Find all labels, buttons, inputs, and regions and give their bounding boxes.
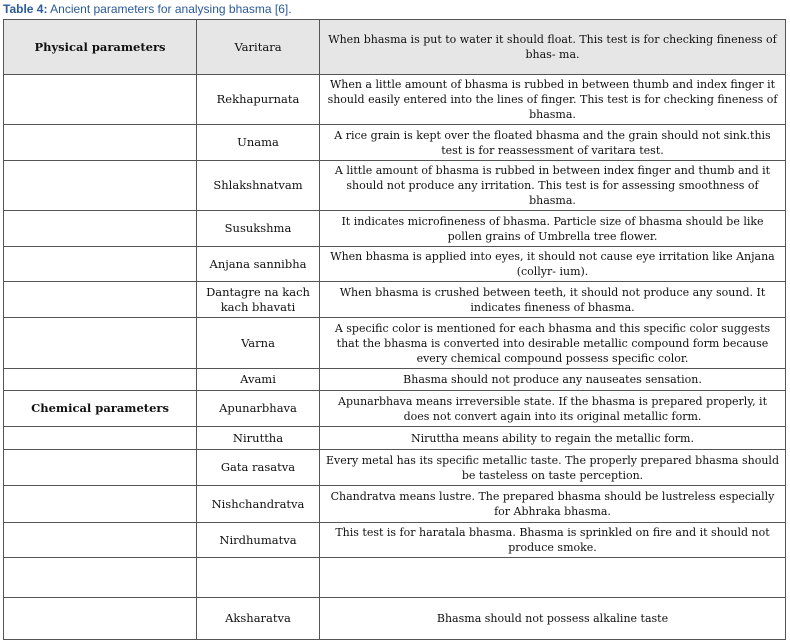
parameter-description: A specific color is mentioned for each bhasma and this specific color suggests that the bhasma is converted into desirable metallic compound form because every chemical compound possess specific color.: [320, 318, 786, 369]
table-row: [4, 125, 786, 161]
parameter-description: Every metal has its specific metallic taste. The properly prepared bhasma should be tasteless on taste perception.: [320, 450, 786, 486]
parameter-name: Varna: [197, 318, 320, 369]
table-row: [4, 558, 786, 598]
parameter-description: Bhasma should not possess alkaline taste: [320, 598, 786, 640]
table-row: [4, 75, 786, 125]
group-chemical: Chemical parameters: [4, 391, 197, 427]
parameter-name: Shlakshnatvam: [197, 161, 320, 211]
table-row: [4, 369, 786, 391]
table-row: [4, 486, 786, 523]
parameter-name: Susukshma: [197, 211, 320, 247]
table-row: [4, 523, 786, 558]
parameter-name: Aksharatva: [197, 598, 320, 640]
bhasma-parameters-table: [3, 19, 786, 640]
parameter-name: Rekhapurnata: [197, 75, 320, 125]
parameter-description: This test is for haratala bhasma. Bhasma is sprinkled on fire and it should not produce smoke.: [320, 523, 786, 558]
caption-label: Table 4:: [3, 2, 48, 16]
group-physical: Physical parameters: [4, 20, 197, 75]
parameter-name: Avami: [197, 369, 320, 391]
parameter-description: Niruttha means ability to regain the metallic form.: [320, 427, 786, 450]
parameter-name: Apunarbhava: [197, 391, 320, 427]
parameter-description: A rice grain is kept over the floated bhasma and the grain should not sink.this test is for reassessment of varitara test.: [320, 125, 786, 161]
caption-text: Ancient parameters for analysing bhasma [6].: [50, 2, 292, 16]
table-row: [4, 318, 786, 369]
parameter-description: A little amount of bhasma is rubbed in between index finger and thumb and it should not produce any irritation. This test is for assessing smoothness of bhasma.: [320, 161, 786, 211]
parameter-description: When bhasma is applied into eyes, it should not cause eye irritation like Anjana (collyr- ium).: [320, 247, 786, 282]
table-row: [4, 598, 786, 640]
parameter-name: [197, 558, 320, 598]
table-row: [4, 211, 786, 247]
parameter-name: Varitara: [197, 20, 320, 75]
parameter-name: Unama: [197, 125, 320, 161]
table-row: [4, 161, 786, 211]
parameter-description: When bhasma is crushed between teeth, it should not produce any sound. It indicates fineness of bhasma.: [320, 282, 786, 318]
parameter-description: Bhasma should not produce any nauseates sensation.: [320, 369, 786, 391]
parameter-description: When a little amount of bhasma is rubbed in between thumb and index finger it should easily entered into the lines of finger. This test is for checking fineness of bhasma.: [320, 75, 786, 125]
parameter-name: Nishchandratva: [197, 486, 320, 523]
parameter-description: It indicates microfineness of bhasma. Particle size of bhasma should be like pollen grains of Umbrella tree flower.: [320, 211, 786, 247]
table-caption: [3, 2, 292, 16]
parameter-name: Gata rasatva: [197, 450, 320, 486]
table-row: [4, 391, 786, 427]
parameter-name: Dantagre na kach kach bhavati: [197, 282, 320, 318]
parameter-name: Anjana sannibha: [197, 247, 320, 282]
parameter-description: Apunarbhava means irreversible state. If the bhasma is prepared properly, it does not convert again into its original metallic form.: [320, 391, 786, 427]
table-row: [4, 427, 786, 450]
table-row: [4, 450, 786, 486]
table-row: [4, 20, 786, 75]
parameter-name: Nirdhumatva: [197, 523, 320, 558]
parameter-description: When bhasma is put to water it should float. This test is for checking fineness of bhas- ma.: [320, 20, 786, 75]
parameter-description: Chandratva means lustre. The prepared bhasma should be lustreless especially for Abhraka bhasma.: [320, 486, 786, 523]
table-row: [4, 247, 786, 282]
table-row: [4, 282, 786, 318]
parameter-name: Niruttha: [197, 427, 320, 450]
parameter-description: [320, 558, 786, 598]
